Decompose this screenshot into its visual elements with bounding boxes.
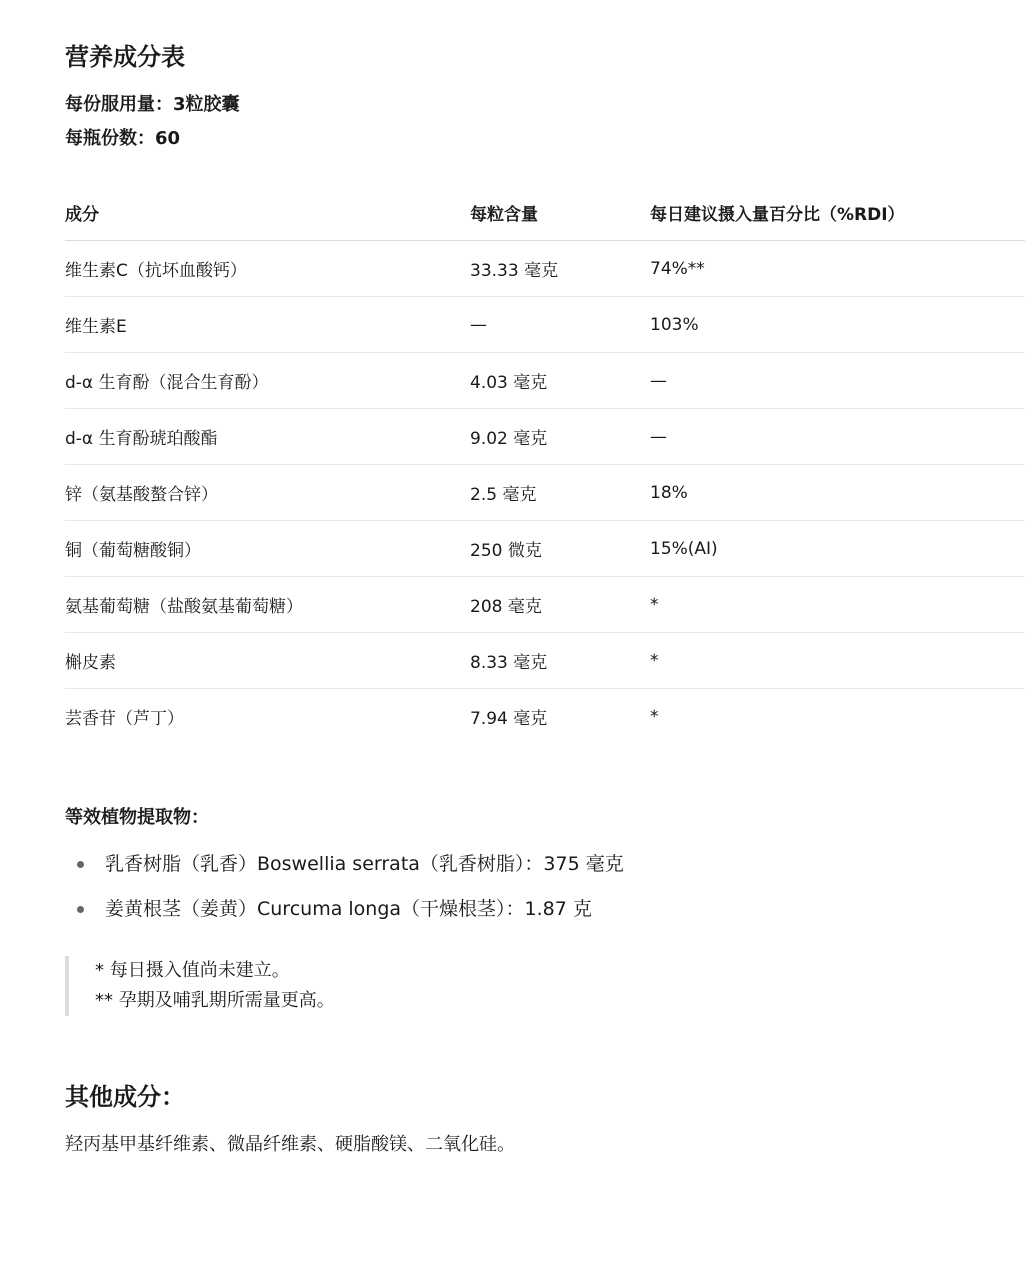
botanicals-list [65, 846, 624, 936]
ingredient-cell: 维生素C（抗坏血酸钙） [65, 241, 470, 297]
ingredient-cell: 维生素E [65, 297, 470, 353]
servings-per-container: 每瓶份数：60 [65, 128, 181, 149]
amount-cell: 2.5 毫克 [470, 465, 650, 521]
table-row [65, 633, 1025, 689]
ingredient-cell: 锌（氨基酸螯合锌） [65, 465, 470, 521]
header-rdi: 每日建议摄入量百分比（%RDI） [650, 185, 1025, 241]
bullet-icon [77, 861, 84, 868]
botanical-text: 姜黄根茎（姜黄）Curcuma longa（干燥根茎）：1.87 克 [105, 898, 592, 920]
ingredient-cell: 铜（葡萄糖酸铜） [65, 521, 470, 577]
table-row [65, 297, 1025, 353]
amount-cell: 9.02 毫克 [470, 409, 650, 465]
rdi-cell: 18% [650, 465, 1025, 521]
page-title: 营养成分表 [65, 43, 185, 71]
nutrition-table [65, 185, 1025, 744]
rdi-cell: * [650, 633, 1025, 689]
amount-cell: 208 毫克 [470, 577, 650, 633]
amount-cell: 250 微克 [470, 521, 650, 577]
table-row [65, 577, 1025, 633]
amount-cell: — [470, 297, 650, 353]
table-row [65, 465, 1025, 521]
table-row [65, 689, 1025, 745]
rdi-cell: — [650, 409, 1025, 465]
header-amount: 每粒含量 [470, 185, 650, 241]
footnotes-blockquote [65, 956, 335, 1016]
amount-cell: 4.03 毫克 [470, 353, 650, 409]
amount-cell: 33.33 毫克 [470, 241, 650, 297]
rdi-cell: — [650, 353, 1025, 409]
ingredient-cell: d-α 生育酚琥珀酸酯 [65, 409, 470, 465]
rdi-cell: 15%(AI) [650, 521, 1025, 577]
footnote-pregnancy: ** 孕期及哺乳期所需量更高。 [95, 990, 335, 1011]
table-row [65, 521, 1025, 577]
list-item [65, 846, 624, 891]
other-ingredients-heading: 其他成分： [65, 1083, 185, 1111]
footnote-rdi: * 每日摄入值尚未建立。 [95, 960, 290, 981]
table-row [65, 353, 1025, 409]
ingredient-cell: d-α 生育酚（混合生育酚） [65, 353, 470, 409]
table-header-row [65, 185, 1025, 241]
rdi-cell: 74%** [650, 241, 1025, 297]
header-ingredient: 成分 [65, 185, 470, 241]
ingredient-cell: 槲皮素 [65, 633, 470, 689]
table-row [65, 409, 1025, 465]
rdi-cell: * [650, 706, 659, 727]
serving-size: 每份服用量：3粒胶囊 [65, 94, 240, 115]
ingredient-cell: 氨基葡萄糖（盐酸氨基葡萄糖） [65, 577, 470, 633]
list-item [65, 891, 624, 936]
ingredient-cell: 芸香苷（芦丁） [65, 709, 184, 729]
amount-cell: 7.94 毫克 [470, 709, 548, 729]
amount-cell: 8.33 毫克 [470, 633, 650, 689]
other-ingredients-text: 羟丙基甲基纤维素、微晶纤维素、硬脂酸镁、二氧化硅。 [65, 1134, 515, 1155]
bullet-icon [77, 906, 84, 913]
table-row [65, 241, 1025, 297]
rdi-cell: * [650, 577, 1025, 633]
rdi-cell: 103% [650, 297, 1025, 353]
botanicals-heading: 等效植物提取物： [65, 807, 209, 828]
botanical-text: 乳香树脂（乳香）Boswellia serrata（乳香树脂）：375 毫克 [105, 853, 624, 875]
